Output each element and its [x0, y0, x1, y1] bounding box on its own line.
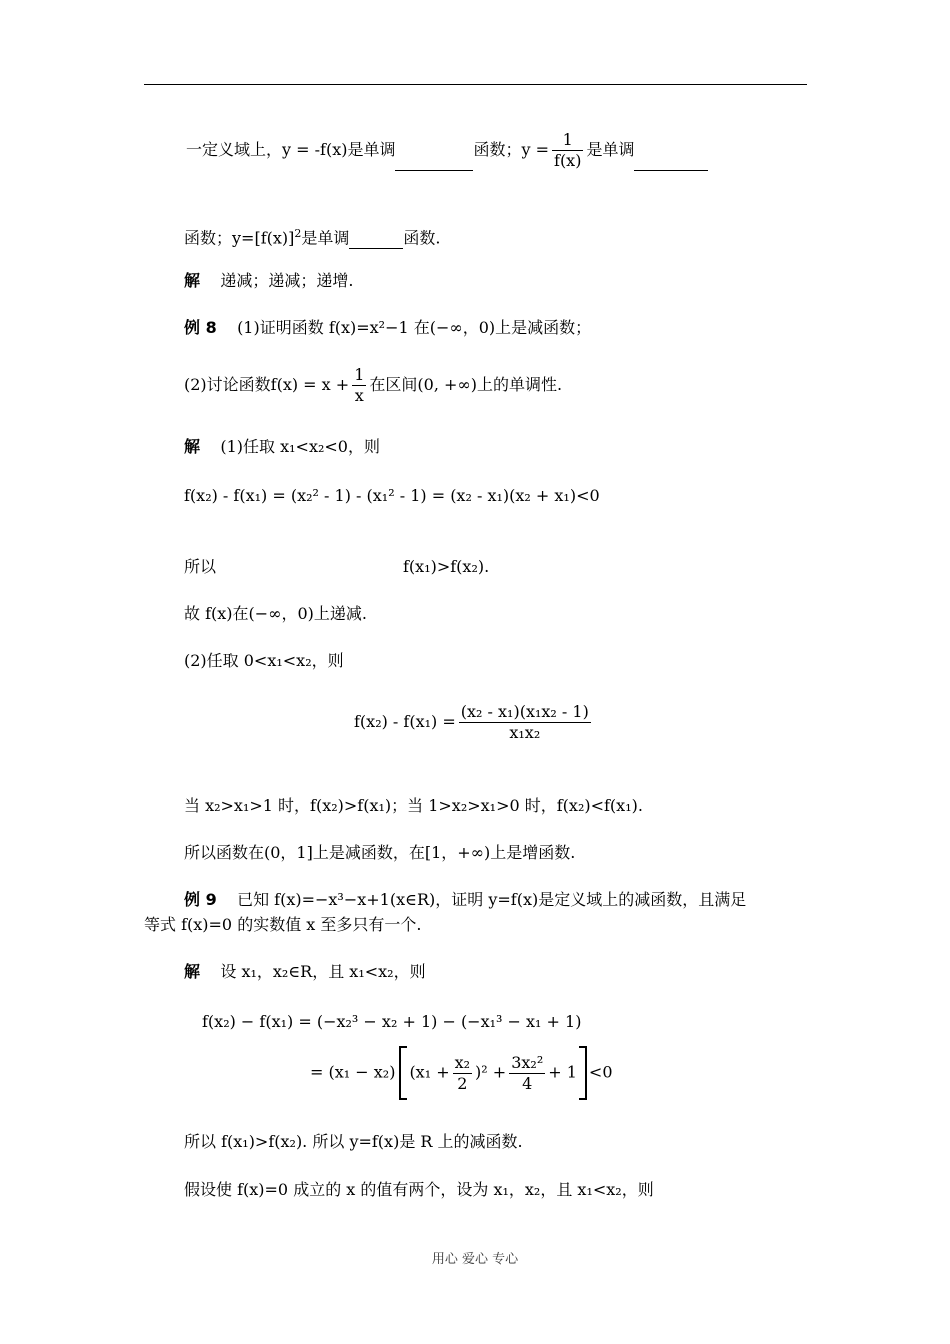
left-bracket: [399, 1046, 407, 1100]
fraction-difference-quotient: $\frac{\text{(x₂ - x₁)(x₁x₂ - 1)}}{\text{x₁x₂}}$: [460, 702, 589, 742]
solution-8-line-3-result: f(x₁)>f(x₂).: [403, 557, 490, 576]
fraction-1-over-fx: $\frac{1}{f(x)}$: [554, 130, 582, 170]
fraction-x2-over-2: $\frac{\text{x₂}}{2}$: [454, 1052, 471, 1093]
text-line-1: [186, 130, 708, 171]
solution-label: 解: [184, 437, 201, 456]
line1-part-a: 一定义域上，y = -f(x)是单调: [186, 140, 396, 159]
solution-9-line-1: 解 设 x₁，x₂∈R，且 x₁<x₂，则: [184, 962, 426, 981]
right-bracket: [579, 1046, 587, 1100]
solution-8-line-3: 所以: [184, 557, 217, 576]
solution-9-equation-1: f(x₂) − f(x₁) = (−x₂³ − x₂ + 1) − (−x₁³ − x₁ + 1): [202, 1012, 582, 1031]
line1-part-b: 函数；y =: [473, 140, 550, 159]
answer-blank-3: [349, 228, 403, 249]
answer-blank-2: [634, 130, 708, 171]
solution-9-line-5: 假设使 f(x)=0 成立的 x 的值有两个，设为 x₁，x₂，且 x₁<x₂，则: [184, 1180, 654, 1199]
example-8-part-2: (2)讨论函数f(x) = x + $\frac{1}{x}$ 在区间(0, +∞)上的单调性.: [184, 365, 563, 405]
text-line-2: 函数；$y=[f(x)]^2$是单调 函数.: [184, 227, 441, 248]
line1-part-c: 是单调: [586, 140, 635, 159]
solution-label: 解: [184, 962, 201, 981]
solution-8-equation-1: f(x₂) - f(x₁) = (x₂² - 1) - (x₁² - 1) = (x₂ - x₁)(x₂ + x₁)<0: [184, 486, 600, 505]
solution-8-equation-2: f(x₂) - f(x₁) = $\frac{\text{(x₂ - x₁)(x₁x₂ - 1)}}{\text{x₁x₂}}$: [354, 702, 589, 742]
solution-9-line-4: 所以 f(x₁)>f(x₂). 所以 y=f(x)是 R 上的减函数.: [184, 1132, 523, 1151]
solution-9-equation-2: = (x₁ − x₂) (x₁ + $\frac{\text{x₂}}{2}$ )² + $\frac{\text{3x₂²}}{4}$ + 1 <0: [310, 1046, 613, 1100]
solution-8-line-4: 故 f(x)在(−∞，0)上递减.: [184, 604, 368, 623]
page-footer: 用心 爱心 专心: [431, 1252, 519, 1267]
example-label: 例 8: [184, 318, 217, 337]
solution-8-line-8: 所以函数在(0，1]上是减函数，在[1，+∞)上是增函数.: [184, 843, 576, 862]
example-9-line-2: 等式 f(x)=0 的实数值 x 至多只有一个.: [144, 915, 422, 934]
fraction-1-over-x: $\frac{1}{x}$: [354, 365, 365, 405]
answer-blank-1: [395, 130, 473, 171]
header-rule: [144, 84, 807, 85]
solution-label: 解: [184, 271, 201, 290]
solution-8-line-5: (2)任取 0<x₁<x₂，则: [184, 651, 344, 670]
answer-line: 解 递减；递减；递增.: [184, 271, 354, 290]
example-9-line-1: 例 9 已知 f(x)=−x³−x+1(x∈R)，证明 y=f(x)是定义域上的减函数，且满足: [184, 890, 747, 909]
example-label: 例 9: [184, 890, 217, 909]
example-8-part-1: 例 8 (1)证明函数 f(x)=x²−1 在(−∞，0)上是减函数；: [184, 318, 592, 337]
fraction-3x2sq-over-4: $\frac{\text{3x₂²}}{4}$: [511, 1052, 544, 1093]
solution-8-line-1: 解 (1)任取 x₁<x₂<0，则: [184, 437, 380, 456]
solution-8-line-7: 当 x₂>x₁>1 时，f(x₂)>f(x₁)；当 1>x₂>x₁>0 时，f(x₂)<f(x₁).: [184, 796, 643, 815]
